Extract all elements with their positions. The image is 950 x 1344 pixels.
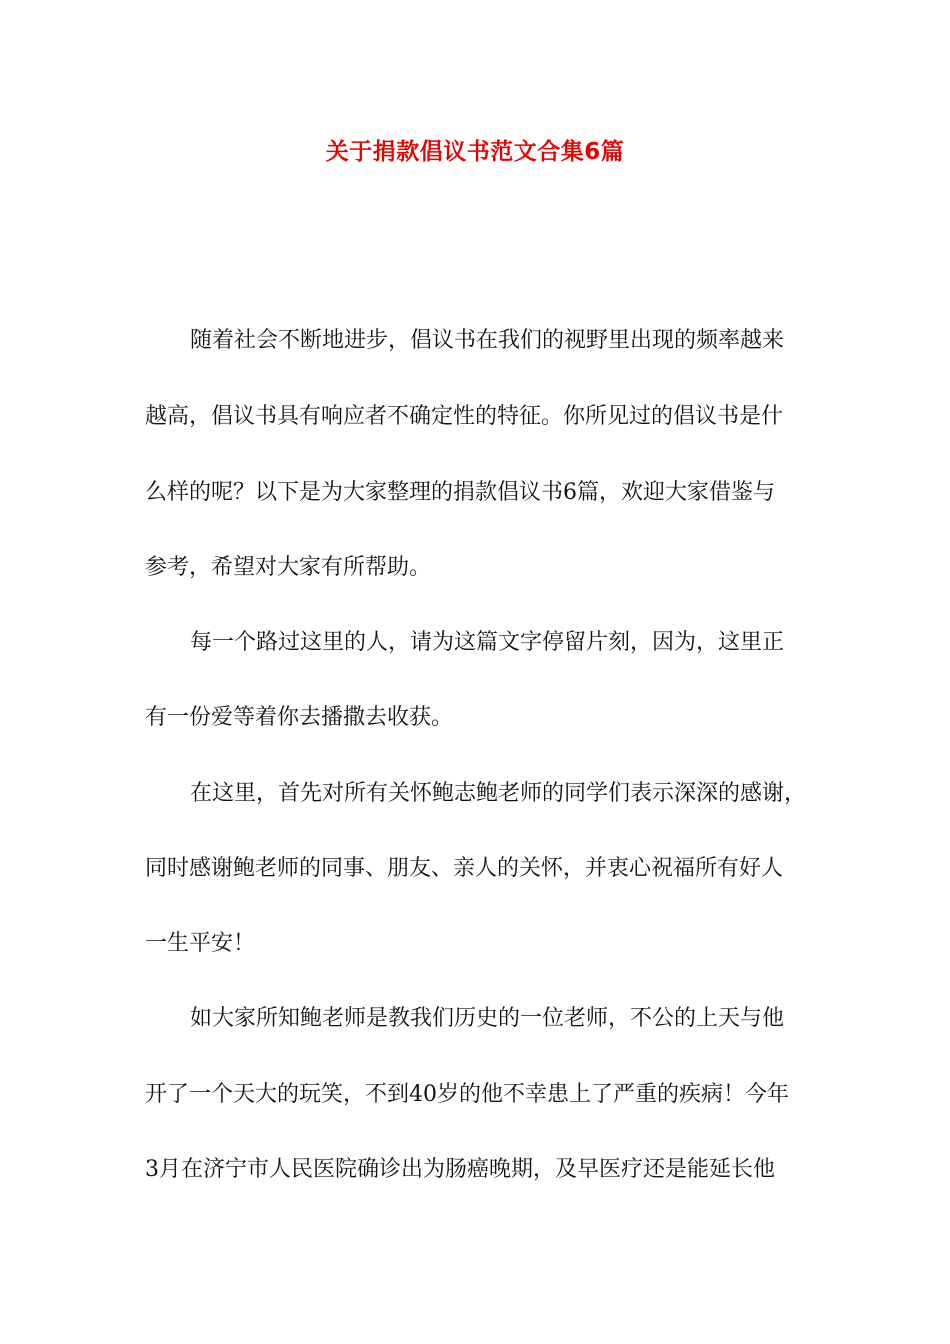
paragraph-2-line-1: 每一个路过这里的人，请为这篇文字停留片刻，因为，这里正 — [190, 630, 785, 655]
paragraph-4-line-2: 开了一个天大的玩笑，不到40岁的他不幸患上了严重的疾病！今年 — [145, 1082, 789, 1107]
paragraph-3-line-3: 一生平安！ — [145, 931, 256, 956]
paragraph-4-line-3: 3月在济宁市人民医院确诊出为肠癌晚期，及早医疗还是能延长他 — [145, 1157, 775, 1182]
paragraph-2-line-2: 有一份爱等着你去播撒去收获。 — [145, 705, 454, 730]
paragraph-3-line-2: 同时感谢鲍老师的同事、朋友、亲人的关怀，并衷心祝福所有好人 — [145, 856, 784, 881]
document-title: 关于捐款倡议书范文合集6篇 — [325, 139, 625, 165]
paragraph-3-line-1: 在这里，首先对所有关怀鲍志鲍老师的同学们表示深深的感谢， — [190, 781, 807, 806]
paragraph-1-line-4: 参考，希望对大家有所帮助。 — [145, 555, 432, 580]
paragraph-1-line-1: 随着社会不断地进步，倡议书在我们的视野里出现的频率越来 — [190, 328, 785, 353]
paragraph-1-line-3: 么样的呢？以下是为大家整理的捐款倡议书6篇，欢迎大家借鉴与 — [145, 480, 775, 505]
paragraph-1-line-2: 越高，倡议书具有响应者不确定性的特征。你所见过的倡议书是什 — [145, 404, 784, 429]
paragraph-4-line-1: 如大家所知鲍老师是教我们历史的一位老师，不公的上天与他 — [190, 1006, 785, 1031]
